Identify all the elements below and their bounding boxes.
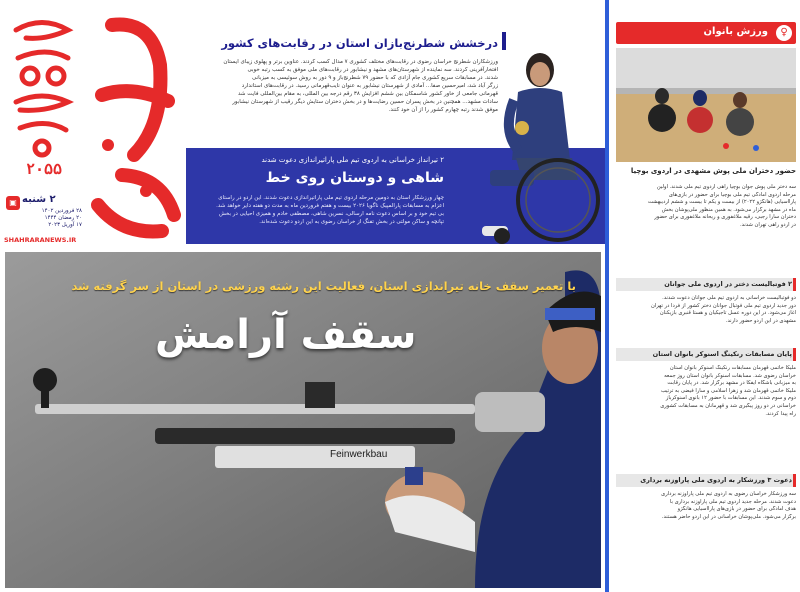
subsection-title: ۲ فوتبالیست دختر در اردوی ملی جوانان xyxy=(664,280,792,288)
subsection-title: دعوت ۳ ورزشکار به اردوی ملی پاراوزنه برداری xyxy=(640,476,792,484)
subsection-text xyxy=(616,295,796,325)
text-line: هدف آمادگی برای حضور در بازی‌های پاراآسیایی هانگژو xyxy=(677,506,796,513)
section-icon: ♀ xyxy=(776,25,792,41)
text-line: خراسانی در دو روز پیگیری شد و قهرمانان به مسابقات کشوری xyxy=(660,402,796,409)
top-story xyxy=(186,28,506,143)
athlete-photo xyxy=(462,30,602,248)
accent-bar xyxy=(793,278,796,291)
text-line: ملیکا خاتمی قهرمان مسابقات رنکینگ اسنوکر بانوان استان xyxy=(669,365,796,371)
brand-calligraphy xyxy=(82,5,190,245)
subsection-text xyxy=(616,491,796,521)
text-line: مرحله اردوی آمادگی تیم ملی بوچیا برای حضور در بازی‌های xyxy=(668,191,796,198)
text-line: دو فوتبالیست خراسانی به اردوی تیم ملی جوانان دعوت شدند. xyxy=(662,295,796,301)
text-line: دوم و سوم شدند. این مسابقات با حضور ۱۲ بانوی اسنوکرباز xyxy=(665,395,796,402)
text-line: ملیکا خاتمی قهرمان شد و زهرا اسلامی و سارا فیضی به ترتیب xyxy=(660,387,796,394)
text-line: برگزار می‌شود. ملی‌پوشان خراسانی در این اردو حاضر هستند. xyxy=(661,513,796,520)
subsection-text xyxy=(616,365,796,418)
intro-text xyxy=(616,184,796,230)
masthead xyxy=(0,0,85,250)
body-line: سادات مشهد... همچنین در بخش پسران حسین رضایت‌ها و در بخش دختران ستایش دیگر رقیب از شهرستان نیشابور xyxy=(232,99,498,105)
text-line: دور جدید اردوی تیم ملی فوتبال جوانان دختر کشور از فردا در تهران xyxy=(650,302,796,309)
body-line: زرگر آباد شد، امیرحسین صفا... آمادی از شهرستان نیشابور به عنوان نایب‌قهرمانی رسید. در رقابت‌های استاندارد xyxy=(241,83,498,89)
text-line: آغاز می‌شود. در این دوره عسل تاجیکیان و هستا قنبری بازیکنان xyxy=(659,310,796,317)
body-line: افتخارآفرینی کردند. سه نماینده از شهرستان‌های مشهد و نیشابور در رقابت‌های ملی موفق به کسب رتبه خوبی xyxy=(247,67,498,73)
medal-icon xyxy=(515,121,529,135)
hero-title[interactable]: سقف آرامش xyxy=(155,312,417,358)
text-line: در اردو راهی تهران شدند. xyxy=(739,221,796,228)
website-link[interactable]: SHAHRARANEWS.IR xyxy=(4,236,77,244)
blue-box-kicker: ۲ تیرانداز خراسانی به اردوی تیم ملی پاراتیراندازی دعوت شدند xyxy=(261,156,444,164)
hero-story[interactable] xyxy=(5,252,601,588)
text-line: ماه در مشهد برگزار می‌شود. به همین منظور ملی‌پوشان بخش xyxy=(661,206,796,213)
subsection-title: پایان مسابقات رنکینگ اسنوکر بانوان استان xyxy=(652,350,792,358)
body-line: اعزام به مسابقات پارالمپیک ناگویا ۲۰۲۶ بیست و هفتم فروردین ماه به مدت دو هفته دایر خواهد شد. xyxy=(216,203,444,209)
photo-caption[interactable]: حضور دختران ملی پوش مشهدی در اردوی بوچیا xyxy=(630,167,796,175)
body-line: تپانچه و ساکن مولتی در بخش تفنگ از خراسان رضوی به این اردو دعوت شده‌اند. xyxy=(259,219,444,225)
text-line: راه پیدا کردند. xyxy=(765,410,796,417)
body-line: قهرمانی جامعی از خاور کشور شاسمکان بین ششم افزایش ۳۸ رقم درجه بین المللی، به مقام بین‌المللی فایت شد xyxy=(238,91,498,97)
date-lunar: ۲۰ رمضان ۱۴۴۴ xyxy=(44,215,82,221)
top-story-body xyxy=(188,58,498,114)
blue-box-body xyxy=(189,194,444,226)
section-label: ورزش بانوان xyxy=(703,26,768,37)
boccia-photo xyxy=(616,48,796,162)
body-line: بی‌ تیم خود و بر اساس دعوت نامه ارسالی، نسرین شاهی، مصطفی خادم و همیزی احیایی در بخش xyxy=(218,211,444,217)
accent-bar xyxy=(793,474,796,487)
top-story-title[interactable]: درخشش شطرنج‌بازان استان در رقابت‌های کشور xyxy=(221,36,498,50)
text-line: دعوت شدند. مرحله جدید اردوی تیم ملی پاراوزنه برداری با xyxy=(669,498,796,505)
text-line: خراسان رضوی شد. مسابقات اسنوکر بانوان استان روز جمعه xyxy=(664,372,796,379)
women-sports-header xyxy=(616,22,796,44)
text-line: به میزبانی باشگاه ایفکا در مشهد برگزار شد. در پایان رقابت xyxy=(667,380,796,387)
hero-photo xyxy=(5,252,601,588)
text-line: سه دختر ملی پوش جوان بوچیا راهی اردوی تیم ملی شدند. اولین xyxy=(656,184,796,190)
date-gregorian: ۱۷ آوریل ۲۰۲۳ xyxy=(48,222,82,228)
column-divider xyxy=(605,0,609,592)
text-line: پاراآسیایی (هانگژو ۲۰۲۲) از بیست و یکم تا بیست و ششم اردیبهشت xyxy=(647,199,796,206)
right-column xyxy=(612,0,800,592)
text-line: مشهدی در این اردو حضور دارند. xyxy=(725,317,796,324)
rifle-brand-label: Feinwerkbau xyxy=(330,449,388,460)
newspaper-logo xyxy=(6,10,78,160)
body-line: ورزشکاران شطرنج خراسان رضوی در رقابت‌های مختلف کشوری ۷ مدال کسب کردند. عناوین برتر و پهلوی زیبای ایستان xyxy=(223,59,498,65)
hero-kicker: با تعمیر سقف خانه تیراندازی استان، فعالیت این رشته ورزشی در استان از سر گرفته شد xyxy=(71,279,576,293)
body-line: شدند. در مسابقات سریع کشوری جام آزادی که با حضور ۷۹ شطرنج‌باز و ۹ دور به روش سوئیسی به میزبانی xyxy=(252,75,498,81)
publisher-logo-icon: ▣ xyxy=(6,196,20,210)
blue-box-title[interactable]: شاهی و دوستان روی خط xyxy=(265,170,444,186)
body-line: موفق شدند رتبه چهارم کشور را از آن خود کنند. xyxy=(388,107,498,113)
issue-dates xyxy=(22,208,82,229)
issue-number: ۲۰۵۵ xyxy=(25,160,63,178)
date-solar: ۲۸ فروردین ۱۴۰۲ xyxy=(41,208,82,214)
subsection-header[interactable] xyxy=(616,348,796,361)
text-line: دختران سارا رجبی، رقیه ملاغفوری و ریحانه ملاغفوری برای حضور xyxy=(654,214,796,221)
issue-day: ۲ شنبه xyxy=(22,194,56,205)
subsection-header[interactable] xyxy=(616,278,796,291)
subsection-header[interactable] xyxy=(616,474,796,487)
body-line: چهار ورزشکار استان به دومین مرحله اردوی تیم ملی پاراتیراندازی دعوت شدند. این اردو در راستای xyxy=(218,195,444,201)
accent-bar xyxy=(793,348,796,361)
text-line: سه ورزشکار خراسان رضوی به اردوی تیم ملی پاراوزنه برداری xyxy=(661,491,796,497)
